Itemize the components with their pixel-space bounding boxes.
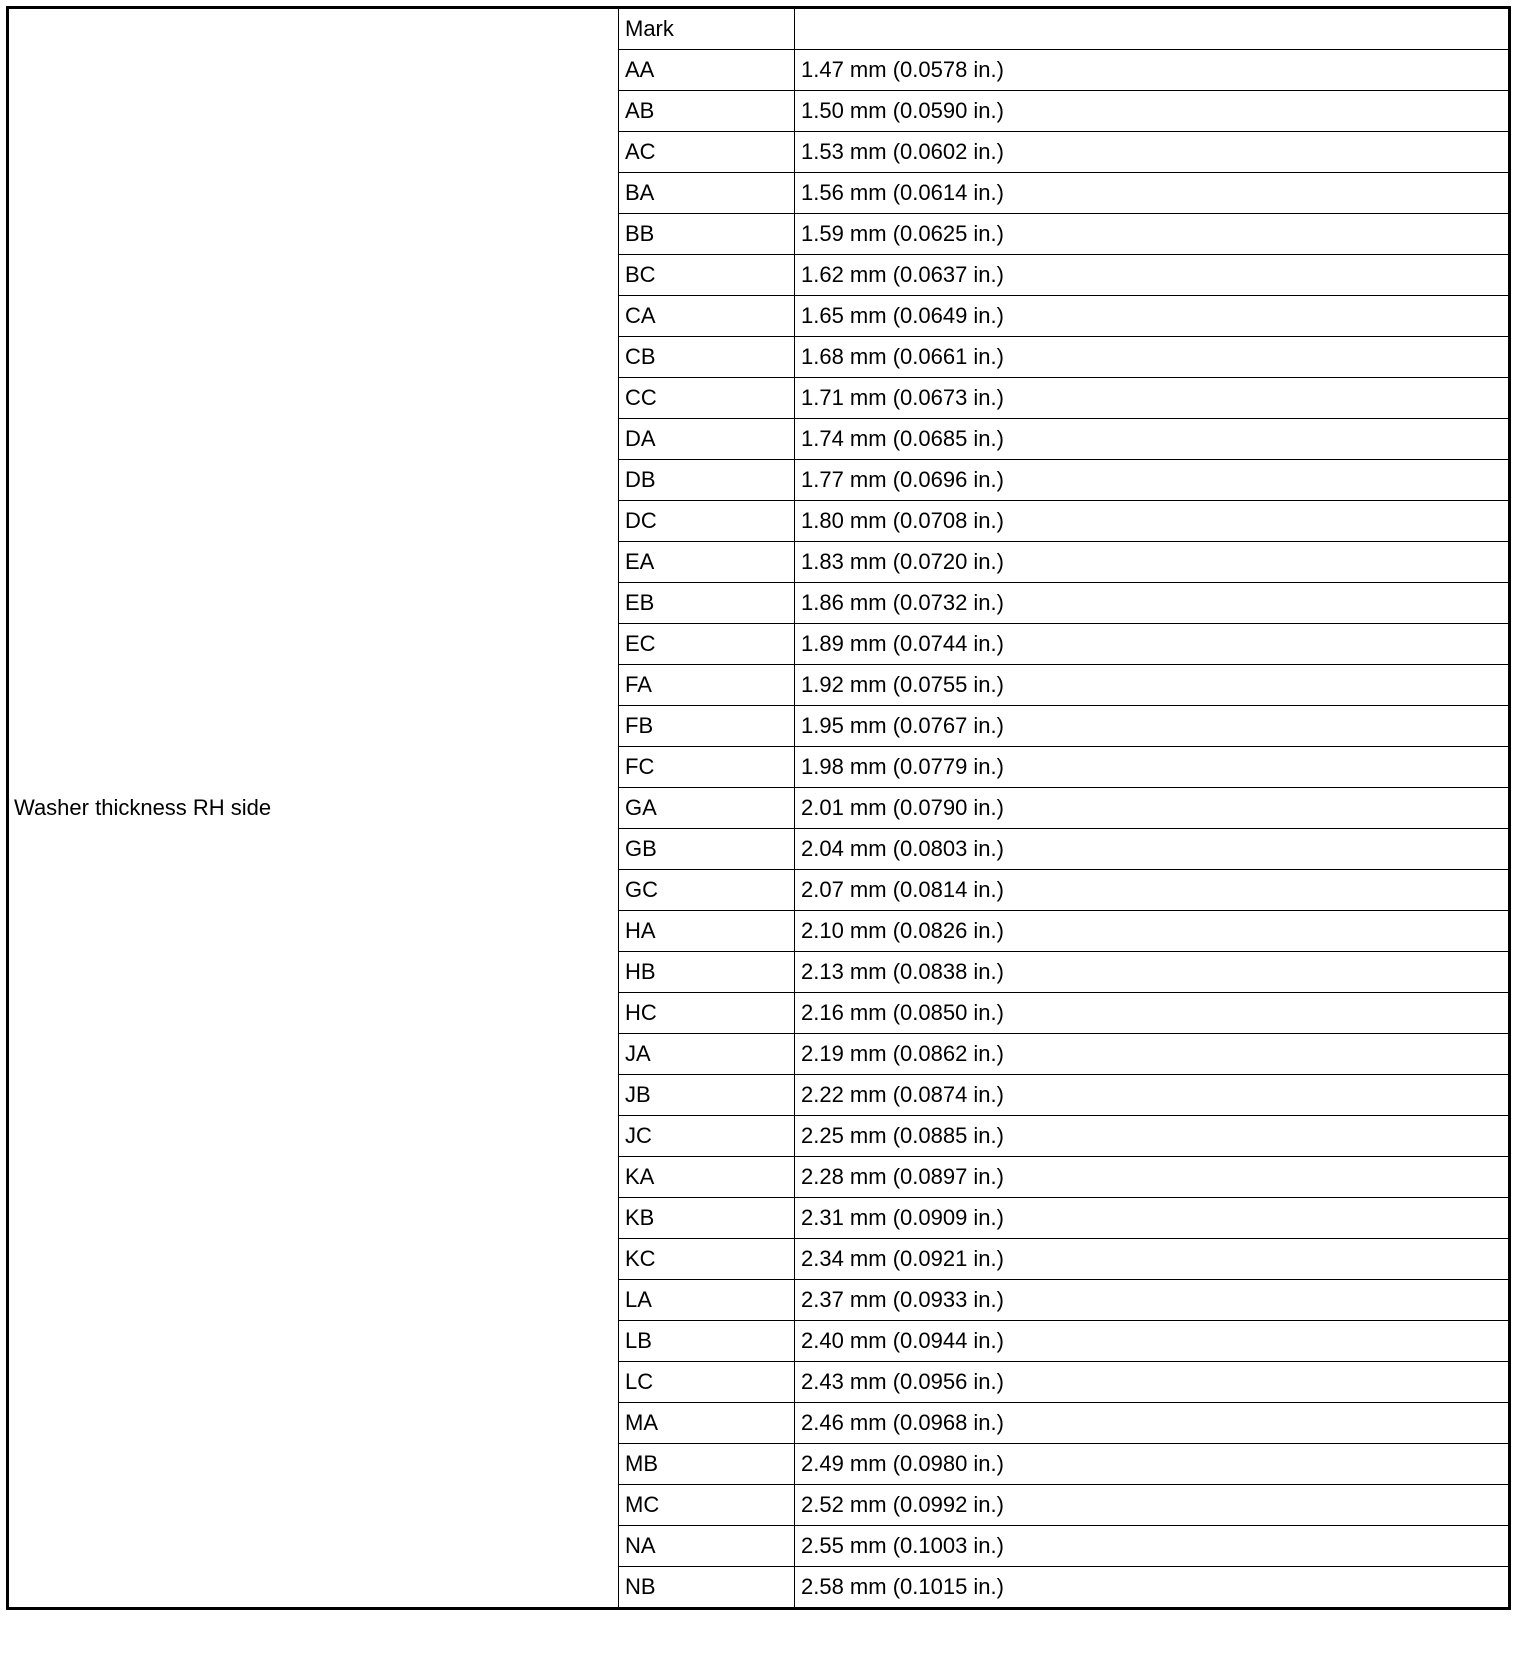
thickness-value-cell: 2.28 mm (0.0897 in.): [795, 1157, 1510, 1198]
mark-cell: NA: [619, 1526, 795, 1567]
mark-cell: FA: [619, 665, 795, 706]
thickness-value-cell: 2.43 mm (0.0956 in.): [795, 1362, 1510, 1403]
mark-cell: CB: [619, 337, 795, 378]
mark-cell: EC: [619, 624, 795, 665]
mark-cell: AB: [619, 91, 795, 132]
mark-cell: KB: [619, 1198, 795, 1239]
mark-cell: HA: [619, 911, 795, 952]
thickness-value-cell: 2.40 mm (0.0944 in.): [795, 1321, 1510, 1362]
mark-cell: BC: [619, 255, 795, 296]
mark-cell: LC: [619, 1362, 795, 1403]
thickness-value-cell: 2.04 mm (0.0803 in.): [795, 829, 1510, 870]
mark-cell: KA: [619, 1157, 795, 1198]
mark-cell: GC: [619, 870, 795, 911]
mark-cell: CC: [619, 378, 795, 419]
thickness-value-cell: 2.22 mm (0.0874 in.): [795, 1075, 1510, 1116]
thickness-value-cell: 1.71 mm (0.0673 in.): [795, 378, 1510, 419]
thickness-value-cell: 2.19 mm (0.0862 in.): [795, 1034, 1510, 1075]
mark-cell: LB: [619, 1321, 795, 1362]
table-body: [8, 8, 1510, 1609]
thickness-value-cell: 2.55 mm (0.1003 in.): [795, 1526, 1510, 1567]
mark-cell: HB: [619, 952, 795, 993]
mark-header-cell: Mark: [619, 8, 795, 50]
mark-cell: NB: [619, 1567, 795, 1609]
mark-cell: HC: [619, 993, 795, 1034]
mark-cell: MC: [619, 1485, 795, 1526]
thickness-value-cell: 2.46 mm (0.0968 in.): [795, 1403, 1510, 1444]
thickness-value-cell: 1.86 mm (0.0732 in.): [795, 583, 1510, 624]
thickness-value-cell: 1.50 mm (0.0590 in.): [795, 91, 1510, 132]
thickness-value-cell: 1.80 mm (0.0708 in.): [795, 501, 1510, 542]
thickness-value-cell: 1.92 mm (0.0755 in.): [795, 665, 1510, 706]
thickness-value-cell: 2.52 mm (0.0992 in.): [795, 1485, 1510, 1526]
mark-cell: KC: [619, 1239, 795, 1280]
washer-thickness-table: [6, 6, 1511, 1610]
mark-cell: AC: [619, 132, 795, 173]
thickness-value-cell: 1.89 mm (0.0744 in.): [795, 624, 1510, 665]
thickness-value-cell: 2.01 mm (0.0790 in.): [795, 788, 1510, 829]
thickness-value-cell: 2.07 mm (0.0814 in.): [795, 870, 1510, 911]
thickness-value-cell: 1.47 mm (0.0578 in.): [795, 50, 1510, 91]
thickness-value-cell: 2.10 mm (0.0826 in.): [795, 911, 1510, 952]
mark-cell: GA: [619, 788, 795, 829]
mark-cell: CA: [619, 296, 795, 337]
thickness-value-cell: 2.34 mm (0.0921 in.): [795, 1239, 1510, 1280]
mark-cell: JB: [619, 1075, 795, 1116]
thickness-value-cell: 2.37 mm (0.0933 in.): [795, 1280, 1510, 1321]
thickness-value-cell: 2.49 mm (0.0980 in.): [795, 1444, 1510, 1485]
mark-cell: DB: [619, 460, 795, 501]
thickness-value-cell: 1.83 mm (0.0720 in.): [795, 542, 1510, 583]
mark-cell: EA: [619, 542, 795, 583]
thickness-value-cell: 1.95 mm (0.0767 in.): [795, 706, 1510, 747]
thickness-value-cell: 1.62 mm (0.0637 in.): [795, 255, 1510, 296]
thickness-value-cell: 2.13 mm (0.0838 in.): [795, 952, 1510, 993]
mark-cell: MB: [619, 1444, 795, 1485]
thickness-value-cell: 1.74 mm (0.0685 in.): [795, 419, 1510, 460]
mark-cell: BA: [619, 173, 795, 214]
table-header-row: [8, 8, 1510, 50]
thickness-value-cell: 1.53 mm (0.0602 in.): [795, 132, 1510, 173]
thickness-value-cell: 1.77 mm (0.0696 in.): [795, 460, 1510, 501]
thickness-value-cell: 2.16 mm (0.0850 in.): [795, 993, 1510, 1034]
thickness-value-cell: 1.65 mm (0.0649 in.): [795, 296, 1510, 337]
mark-cell: LA: [619, 1280, 795, 1321]
mark-cell: FB: [619, 706, 795, 747]
thickness-value-cell: 1.56 mm (0.0614 in.): [795, 173, 1510, 214]
mark-cell: AA: [619, 50, 795, 91]
mark-cell: JA: [619, 1034, 795, 1075]
mark-cell: EB: [619, 583, 795, 624]
mark-cell: DC: [619, 501, 795, 542]
thickness-value-cell: 1.98 mm (0.0779 in.): [795, 747, 1510, 788]
thickness-value-cell: 2.25 mm (0.0885 in.): [795, 1116, 1510, 1157]
item-label-cell: Washer thickness RH side: [8, 8, 619, 1609]
mark-cell: FC: [619, 747, 795, 788]
mark-cell: GB: [619, 829, 795, 870]
thickness-value-cell: 1.68 mm (0.0661 in.): [795, 337, 1510, 378]
mark-cell: DA: [619, 419, 795, 460]
mark-cell: MA: [619, 1403, 795, 1444]
mark-cell: JC: [619, 1116, 795, 1157]
thickness-value-cell: 2.58 mm (0.1015 in.): [795, 1567, 1510, 1609]
thickness-value-cell: 2.31 mm (0.0909 in.): [795, 1198, 1510, 1239]
value-header-cell: [795, 8, 1510, 50]
thickness-value-cell: 1.59 mm (0.0625 in.): [795, 214, 1510, 255]
mark-cell: BB: [619, 214, 795, 255]
